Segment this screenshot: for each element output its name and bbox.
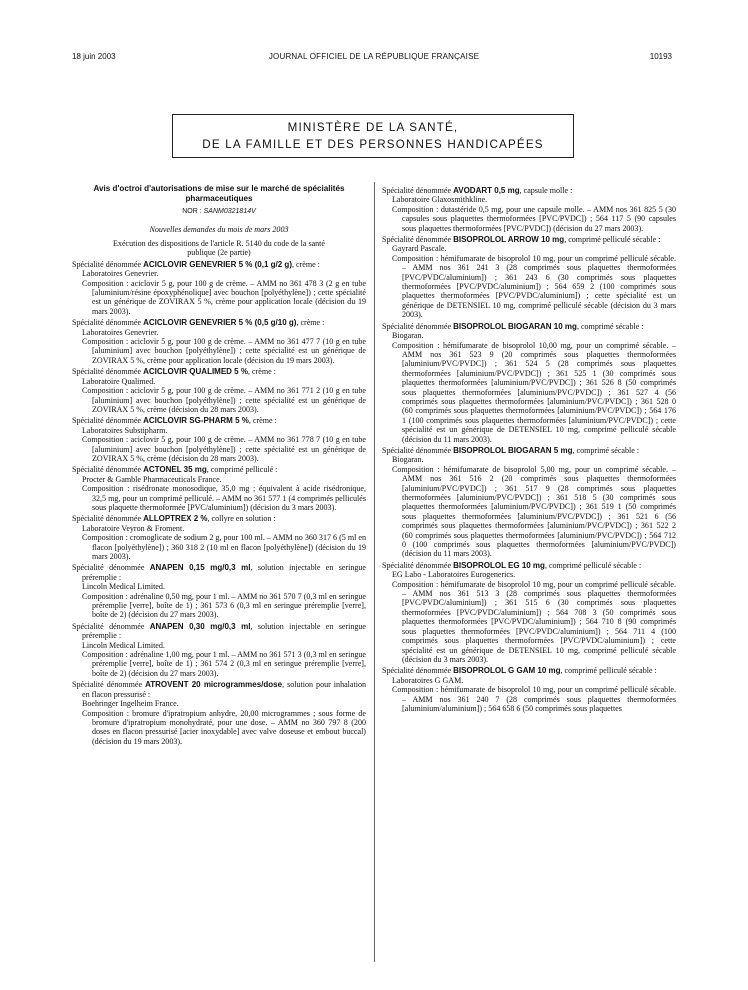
specialty-name: BISOPROLOL BIOGARAN 10 mg [453, 321, 577, 331]
specialty-name: ANAPEN 0,15 mg/0,3 ml [149, 563, 251, 573]
specialty-form: , crème : [296, 318, 325, 328]
specialty-entry [72, 680, 366, 746]
specialty-name: ACICLOVIR QUALIMED 5 % [143, 367, 248, 377]
specialty-form: , comprimé pelliculé sécable : [560, 666, 657, 676]
specialty-form: , comprimé pelliculé sécable : [544, 560, 642, 570]
laboratory-name: Lincoln Medical Limited. [82, 640, 165, 650]
specialty-form: , capsule molle : [519, 186, 573, 195]
nor-reference [72, 207, 366, 216]
specialty-form: , crème : [248, 416, 277, 426]
composition-text: Composition : aciclovir 5 g, pour 100 g de crème. – AMM no 361 771 2 (10 g en tube [aluminium] avec bouchon [polyéthylène]) ; cette spécialité est un générique de ZOVIRAX 5 %, crème (décision du 28 mars 2003). [82, 386, 366, 414]
right-entries [382, 186, 676, 713]
specialty-entry [72, 318, 366, 365]
specialty-heading [382, 666, 676, 675]
header-journal-title: JOURNAL OFFICIEL DE LA RÉPUBLIQUE FRANÇAISE [268, 52, 480, 61]
specialty-entry [72, 563, 366, 619]
composition-text: Composition : hémifumarate de bisoprolol 5,00 mg, pour un comprimé sécable. – AMM nos 361 516 2 (20 comprimés sous plaquettes thermoformées [aluminium/PVC/PVDC]) ; 361 517 9 (28 comprimés sous plaquettes thermoformées [aluminium/PVC/PVDC]) ; 361 518 5 (30 comprimés sous plaquettes thermoformées [aluminium/PVC/PVDC]) ; 361 519 1 (50 comprimés sous plaquettes thermoformées [aluminium/PVC/PVDC]) ; 361 521 6 (56 comprimés sous plaquettes thermoformées [aluminium/PVC/PVDC]) ; 361 522 2 (60 comprimés sous plaquettes thermoformées [aluminium/PVC/PVDC]) ; 564 712 0 (100 comprimés sous plaquettes thermoformées [aluminium/PVC/PVDC]) (décision du 11 mars 2003). [392, 464, 676, 559]
laboratory-name: Laboratoire Glaxosmithkline. [392, 195, 488, 205]
right-column [382, 184, 676, 713]
specialty-form: , solution injectable en seringue préremplie : [82, 621, 367, 641]
composition-text: Composition : aciclovir 5 g, pour 100 g de crème. – AMM no 361 778 7 (10 g en tube [aluminium] avec bouchon [polyéthylène]) ; cette spécialité est un générique de ZOVIRAX 5 %, crème (décision du 28 mars 2003). [82, 435, 366, 463]
specialty-entry [382, 235, 676, 320]
specialty-prefix: Spécialité dénommée [72, 680, 146, 690]
notice-title: Avis d'octroi d'autorisations de mise sur le marché de spécialités pharmaceutiques [93, 184, 345, 203]
specialty-entry [72, 465, 366, 512]
nor-label: NOR : [182, 208, 202, 216]
specialty-prefix: Spécialité dénommée [72, 367, 144, 377]
specialty-entry [72, 622, 366, 678]
specialty-form: , comprimé pelliculé sécable : [564, 235, 661, 245]
specialty-name: BISOPROLOL G GAM 10 mg [453, 666, 561, 676]
laboratory-name: Laboratoires Genevrier. [82, 269, 159, 279]
specialty-name: AVODART 0,5 mg [453, 186, 520, 195]
composition-text: Composition : hémifumarate de bisoprolol 10 mg, pour un comprimé pelliculé sécable. – AMM nos 361 241 3 (28 comprimés sous plaquettes thermoformées [PVC/PVDC/aluminium]) ; 361 243 6 (30 comprimés sous plaquettes thermoformées [PVC/PVDC/aluminium]) ; 564 659 2 (100 comprimés sous plaquettes thermoformées [PVC/PVDC/aluminium]) ; cette spécialité est un générique de DETENSIEL 10 mg, comprimé pelliculé sécable (décision du 3 mars 2003). [392, 253, 676, 320]
laboratory-name: Laboratoires Substipharm. [82, 425, 168, 435]
specialty-form: , comprimé sécable : [576, 321, 644, 331]
composition-text: Composition : dutastéride 0,5 mg, pour une capsule molle. – AMM nos 361 825 5 (30 capsules sous plaquettes thermoformées [PVC/PVDC]) ; 564 117 5 (90 capsules sous plaquettes thermoformées [PVC/PVDC]) (décision du 27 mars 2003). [392, 204, 676, 233]
specialty-heading [72, 367, 366, 376]
specialty-name: BISOPROLOL BIOGARAN 5 mg [453, 445, 573, 455]
specialty-name: ACICLOVIR GENEVRIER 5 % (0,1 g/2 g) [143, 259, 292, 269]
specialty-prefix: Spécialité dénommée [382, 560, 454, 570]
specialty-form: , crème : [291, 259, 320, 269]
specialty-prefix: Spécialité dénommée [382, 445, 454, 455]
specialty-heading [72, 680, 366, 699]
specialty-heading [382, 446, 676, 455]
specialty-name: ALLOPTREX 2 % [143, 514, 208, 524]
specialty-prefix: Spécialité dénommée [382, 666, 454, 676]
specialty-entry [382, 561, 676, 664]
specialty-form: , comprimé sécable : [572, 445, 640, 455]
header-page-number: 10193 [649, 52, 672, 61]
laboratory-name: Biogaran. [392, 455, 424, 465]
laboratory-name: Laboratoires Genevrier. [82, 327, 159, 337]
specialty-entry [382, 322, 676, 444]
composition-text: Composition : aciclovir 5 g, pour 100 g de crème. – AMM no 361 477 7 (10 g en tube [aluminium] avec bouchon [polyéthylène]) ; cette spécialité est un générique de ZOVIRAX 5 %, crème pour application locale (décision du 19 mars 2003). [82, 337, 366, 365]
left-column [72, 184, 366, 746]
specialty-name: ANAPEN 0,30 mg/0,3 ml [149, 621, 251, 631]
specialty-form: , collyre en solution : [207, 514, 276, 524]
specialty-entry [72, 367, 366, 414]
ministry-banner [172, 114, 574, 158]
specialty-prefix: Spécialité dénommée [72, 563, 150, 573]
specialty-prefix: Spécialité dénommée [72, 318, 144, 328]
specialty-name: BISOPROLOL ARROW 10 mg [453, 235, 565, 245]
laboratory-name: Laboratoires G GAM. [392, 675, 464, 685]
composition-text: Composition : adrénaline 1,00 mg, pour 1 ml. – AMM no 361 571 3 (0,3 ml en seringue préremplie [verre], boîte de 1) ; 361 574 2 (0,3 ml en seringue préremplie [verre], boîte de 2) (décision du 27 mars 2003). [82, 650, 366, 678]
column-divider [374, 182, 375, 962]
composition-text: Composition : bromure d'ipratropium anhydre, 20,00 microgrammes ; sous forme de bromure d'ipratropium monohydraté, pour une dose. – AMM no 360 797 8 (200 doses en flacon pressurisé [acier inoxydable] avec valve doseuse et embout buccal) (décision du 19 mars 2003). [82, 708, 366, 746]
specialty-name: BISOPROLOL EG 10 mg [453, 560, 545, 570]
specialty-prefix: Spécialité dénommée [382, 186, 454, 195]
execution-note: Exécution des dispositions de l'article R. 5140 du code de la santé publique (2e partie) [113, 239, 325, 258]
left-entries [72, 260, 366, 746]
laboratory-name: EG Labo - Laboratoires Eurogenerics. [392, 570, 516, 580]
specialty-prefix: Spécialité dénommée [72, 259, 144, 269]
composition-text: Composition : risédronate monosodique, 35,0 mg ; équivalent à acide risédronique, 32,5 mg, pour un comprimé pelliculé. – AMM no 361 577 1 (4 comprimés pelliculés sous plaquette thermoformée [PVC/aluminium]) (décision du 3 mars 2003). [82, 484, 366, 512]
specialty-prefix: Spécialité dénommée [72, 465, 144, 475]
composition-text: Composition : hémifumarate de bisoprolol 10 mg, pour un comprimé pelliculé sécable. – AMM nos 361 240 7 (28 comprimés sous plaquettes thermoformées [aluminium/aluminium]) ; 564 658 6 (50 comprimés sous plaquettes [392, 685, 676, 713]
specialty-heading [72, 514, 366, 523]
specialty-name: ATROVENT 20 microgrammes/dose [145, 680, 283, 690]
specialty-name: ACICLOVIR GENEVRIER 5 % (0,5 g/10 g) [143, 318, 297, 328]
nor-code: SANM0321814V [203, 208, 256, 216]
specialty-heading [72, 563, 366, 582]
specialty-entry [382, 666, 676, 713]
specialty-heading [382, 186, 676, 195]
specialty-entry [72, 260, 366, 316]
specialty-heading [72, 465, 366, 474]
composition-text: Composition : hémifumarate de bisoprolol 10,00 mg, pour un comprimé sécable. – AMM nos 361 523 9 (20 comprimés sous plaquettes thermoformées [aluminium/PVC/PVDC]) ; 361 524 5 (28 comprimés sous plaquettes thermoformées [aluminium/PVC/PVDC]) ; 361 525 1 (30 comprimés sous plaquettes thermoformées [aluminium/PVC/PVDC]) ; 361 526 8 (50 comprimés sous plaquettes thermoformées [aluminium/PVC/PVDC]) ; 361 527 4 (56 comprimés sous plaquettes thermoformées [aluminium/PVC/PVDC]) ; 361 528 0 (60 comprimés sous plaquettes thermoformées [aluminium/PVC/PVDC]) ; 564 176 1 (100 comprimés sous plaquettes thermoformées [aluminium/PVC/PVDC]) ; cette spécialité est un générique de DETENSIEL 10 mg, comprimé pelliculé sécable (décision du 11 mars 2003). [392, 340, 676, 444]
specialty-prefix: Spécialité dénommée [72, 621, 150, 631]
specialty-heading [72, 260, 366, 269]
ministry-line-1: MINISTÈRE DE LA SANTÉ, [287, 121, 459, 134]
specialty-prefix: Spécialité dénommée [382, 235, 454, 245]
specialty-form: , solution pour inhalation en flacon pressurisé : [82, 680, 366, 699]
ministry-line-2: DE LA FAMILLE ET DES PERSONNES HANDICAPÉES [202, 138, 544, 151]
notice-subtitle: Nouvelles demandes du mois de mars 2003 [149, 224, 289, 234]
specialty-heading [72, 416, 366, 425]
specialty-form: , solution injectable en seringue préremplie : [82, 563, 367, 582]
laboratory-name: Gayrard Pascale. [392, 244, 447, 254]
laboratory-name: Laboratoire Veyron & Froment. [82, 523, 185, 533]
composition-text: Composition : adrénaline 0,50 mg, pour 1 ml. – AMM no 361 570 7 (0,3 ml en seringue préremplie [verre], boîte de 1) ; 361 573 6 (0,3 ml en seringue préremplie [verre], boîte de 2) (décision du 27 mars 2003). [82, 591, 366, 620]
specialty-entry [382, 186, 676, 233]
specialty-heading [72, 318, 366, 327]
specialty-prefix: Spécialité dénommée [72, 416, 144, 426]
specialty-heading [382, 322, 676, 331]
laboratory-name: Laboratoire Qualimed. [82, 376, 156, 386]
specialty-prefix: Spécialité dénommée [72, 514, 144, 524]
composition-text: Composition : hémifumarate de bisoprolol 10 mg, pour un comprimé pelliculé sécable. – AMM nos 361 513 3 (28 comprimés sous plaquettes thermoformées [PVC/PVDC/aluminium]) ; 361 515 6 (30 comprimés sous plaquettes thermoformées [PVC/PVDC/aluminium]) ; 564 708 3 (50 comprimés sous plaquettes thermoformées [PVC/PVDC/aluminium]) ; 564 710 8 (90 comprimés sous plaquettes thermoformées [PVC/PVDC/aluminium]) ; 564 711 4 (100 comprimés sous plaquettes thermoformées [PVC/PVDC/aluminium]) ; cette spécialité est un générique de DETENSIEL 10 mg, comprimé pelliculé sécable (décision du 3 mars 2003). [392, 579, 676, 664]
laboratory-name: Procter & Gamble Pharmaceuticals France. [82, 474, 222, 484]
specialty-entry [72, 514, 366, 561]
header-date: 18 juin 2003 [72, 52, 116, 61]
specialty-form: , crème : [247, 367, 276, 377]
specialty-name: ACICLOVIR SG-PHARM 5 % [143, 416, 249, 426]
page-header [0, 52, 748, 64]
specialty-form: , comprimé pelliculé : [206, 465, 278, 475]
laboratory-name: Lincoln Medical Limited. [82, 582, 165, 592]
specialty-entry [382, 446, 676, 559]
specialty-name: ACTONEL 35 mg [143, 465, 207, 475]
specialty-heading [382, 235, 676, 244]
specialty-entry [72, 416, 366, 463]
specialty-heading [382, 561, 676, 570]
specialty-heading [72, 622, 366, 641]
composition-text: Composition : aciclovir 5 g, pour 100 g de crème. – AMM no 361 478 3 (2 g en tube [aluminium/résine époxyphénolique] avec bouchon [polyéthylène]) ; cette spécialité est un générique de ZOVIRAX 5 %, crème pour application locale (décision du 19 mars 2003). [82, 278, 366, 316]
laboratory-name: Boehringer Ingelheim France. [82, 699, 179, 709]
laboratory-name: Biogaran. [392, 331, 424, 341]
composition-text: Composition : cromoglicate de sodium 2 g, pour 100 ml. – AMM no 360 317 6 (5 ml en flacon [polyéthylène]) ; 360 318 2 (10 ml en flacon [polyéthylène]) (décision du 19 mars 2003). [82, 533, 366, 561]
specialty-prefix: Spécialité dénommée [382, 321, 454, 331]
